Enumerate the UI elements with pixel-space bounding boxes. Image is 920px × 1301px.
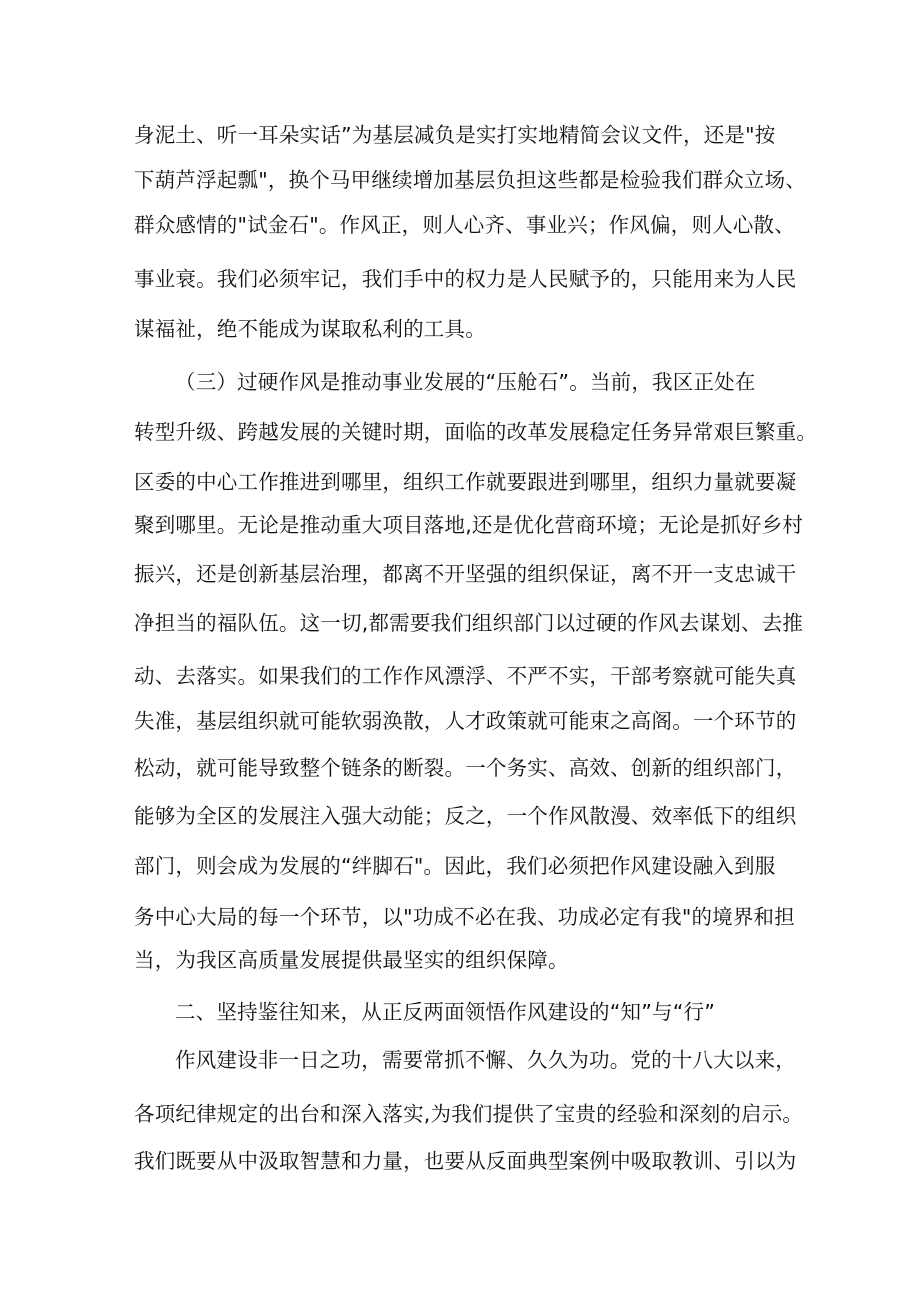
text-line: 作风建设非一日之功，需要常抓不懈、久久为功。党的十八大以来，: [175, 1048, 796, 1072]
text-line: 转型升级、跨越发展的关键时期，面临的改革发展稳定任务异常艰巨繁重。: [134, 420, 818, 444]
text-line: 身泥土、听一耳朵实话”为基层减负是实打实地精简会议文件，还是"按: [134, 123, 776, 147]
text-line: 群众感情的"试金石"。作风正，则人心齐、事业兴；作风偏，则人心散、: [134, 213, 795, 237]
text-line: 失准，基层组织就可能软弱涣散，人才政策就可能束之高阁。一个环节的: [134, 709, 797, 733]
text-line: 当，为我区高质量发展提供最坚实的组织保障。: [134, 948, 569, 972]
text-line: 能够为全区的发展注入强大动能；反之，一个作风散漫、效率低下的组织: [134, 804, 797, 828]
text-line: 区委的中心工作推进到哪里，组织工作就要跟进到哪里，组织力量就要凝: [134, 470, 797, 494]
text-line: 净担当的福队伍。这一切,都需要我们组织部门以过硬的作风去谋划、去推: [134, 611, 804, 635]
text-line: 动、去落实。如果我们的工作作风漂浮、不严不实，干部考察就可能失真: [134, 664, 797, 688]
text-line: 聚到哪里。无论是推动重大项目落地,还是优化营商环境；无论是抓好乡村: [134, 513, 804, 537]
text-line: 我们既要从中汲取智慧和力量，也要从反面典型案例中吸取教训、引以为: [134, 1149, 797, 1173]
text-line: 各项纪律规定的出台和深入落实,为我们提供了宝贵的经验和深刻的启示。: [134, 1102, 804, 1126]
section-heading: 二、坚持鉴往知来，从正反两面领悟作风建设的“知”与“行”: [175, 1000, 716, 1024]
text-line: 务中心大局的每一个环节，以"功成不必在我、功成必定有我"的境界和担: [134, 905, 795, 929]
text-line: 下葫芦浮起瓢"，换个马甲继续增加基层负担这些都是检验我们群众立场、: [134, 168, 807, 192]
text-line: 事业衰。我们必须牢记，我们手中的权力是人民赋予的，只能用来为人民: [134, 267, 797, 291]
text-line: 谋福祉，绝不能成为谋取私利的工具。: [134, 317, 486, 341]
text-line: 振兴，还是创新基层治理，都离不开坚强的组织保证，离不开一支忠诚干: [134, 562, 797, 586]
text-line: 部门，则会成为发展的“绊脚石"。因此，我们必须把作风建设融入到服: [134, 854, 776, 878]
section-heading-paragraph: （三）过硬作风是推动事业发展的“压舱石”。当前，我区正处在: [175, 370, 756, 394]
text-line: 松动，就可能导致整个链条的断裂。一个务实、高效、创新的组织部门，: [134, 756, 797, 780]
